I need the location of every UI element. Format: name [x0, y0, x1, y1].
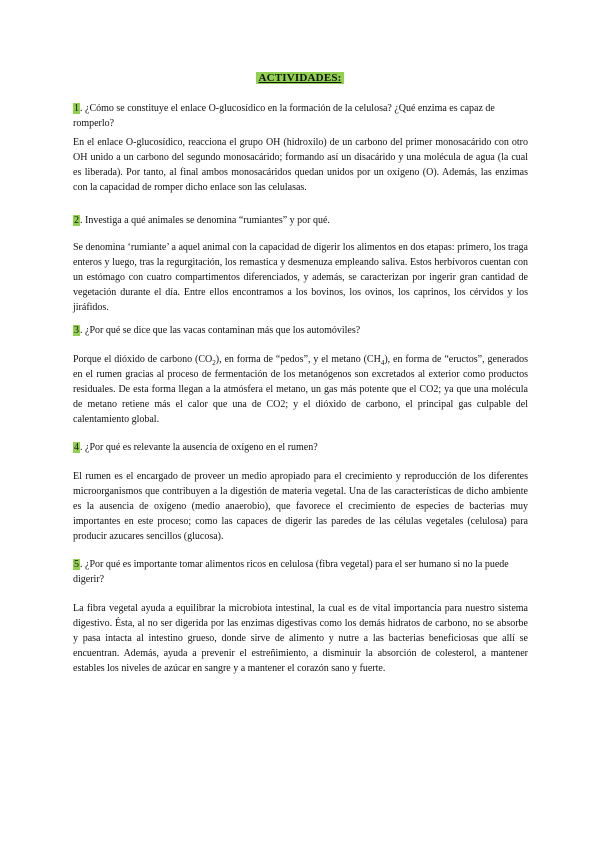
title-text: ACTIVIDADES:: [258, 72, 342, 84]
question-text: . Investiga a qué animales se denomina “rumiantes” y por qué.: [80, 215, 330, 226]
question-number: 1: [74, 103, 79, 114]
subscript: 4: [380, 359, 385, 367]
subscript: 2: [212, 359, 216, 367]
question-text: . ¿Por qué se dice que las vacas contaminan más que los automóviles?: [80, 325, 361, 336]
question-3: [73, 323, 528, 338]
answer-text: ), en forma de “pedos”, y el metano (CH: [215, 354, 381, 365]
answer-4: El rumen es el encargado de proveer un medio apropiado para el crecimiento y reproducción de los diferentes microorganismos que contribuyen a la digestión de materia vegetal. Una de las características de dicho ambiente es la ausencia de oxígeno (medio anaerobio), que favorece el crecimiento de especies de bacterias muy importantes en este proceso; como las capaces de digerir las paredes de las células vegetales (celulosa) para producir azucares sencillos (glucosa).: [73, 471, 528, 542]
answer-5: La fibra vegetal ayuda a equilibrar la microbiota intestinal, la cual es de vital importancia para nuestro sistema digestivo. Ésta, al no ser digerida por las enzimas digestivas como los demás hidratos de carbono, no se absorbe y pasa intacta al intestino grueso, donde sirve de alimento y nutre a las bacterias beneficiosas que allí se encuentran. Además, ayuda a prevenir el estreñimiento, a disminuir la absorción de colesterol, a mantener estables los niveles de azúcar en sangre y a mantener el corazón sano y fuerte.: [73, 603, 528, 674]
question-text: . ¿Por qué es importante tomar alimentos ricos en celulosa (fibra vegetal) para el ser humano si no la puede digerir?: [73, 559, 509, 585]
question-text: . ¿Por qué es relevante la ausencia de oxígeno en el rumen?: [80, 442, 318, 453]
question-2: [73, 213, 528, 228]
question-4: [73, 440, 528, 455]
question-1: [73, 101, 528, 131]
question-number: 5: [74, 559, 79, 570]
page-title: [0, 72, 600, 84]
answer-text: ), en forma de “eructos”, generados en el rumen gracias al proceso de fermentación de los metanógenos son excretados al exterior como productos residuales. De esta forma llegan a la atmósfera el metano, un gas más potente que el CO2; ya que una molécula de metano retiene más el calor que una de CO2; y el dióxido de carbono, el principal gas culpable del calentamiento global.: [73, 354, 528, 425]
question-number: 4: [74, 442, 79, 453]
question-number: 2: [74, 215, 79, 226]
answer-1: En el enlace O-glucosídico, reacciona el grupo OH (hidroxilo) de un carbono del primer monosacárido con otro OH unido a un carbono del segundo monosacárido; formando así un disacárido y una molécula de agua (la cual es liberada). Por tanto, al final ambos monosacáridos quedan unidos por un oxígeno (O). Además, las enzimas con la capacidad de romper dicho enlace son las celulasas.: [73, 137, 528, 193]
question-number: 3: [74, 325, 79, 336]
answer-text: Porque el dióxido de carbono (CO: [73, 354, 213, 365]
answer-2: Se denomina ‘rumiante’ a aquel animal con la capacidad de digerir los alimentos en dos etapas: primero, los traga enteros y luego, tras la regurgitación, los remastica y desmenuza empleando saliva. Estos herbívoros cuentan con un estómago con cuatro compartimentos diferenciados, y además, se caracterizan por ingerir gran cantidad de vegetación durante el día. Entre ellos encontramos a los bovinos, los ovinos, los caprinos, los cérvidos y los jiráfidos.: [73, 242, 528, 313]
question-5: [73, 557, 528, 587]
answer-3: [73, 352, 528, 427]
question-text: . ¿Cómo se constituye el enlace O-glucosídico en la formación de la celulosa? ¿Qué enzima es capaz de romperlo?: [73, 103, 495, 129]
